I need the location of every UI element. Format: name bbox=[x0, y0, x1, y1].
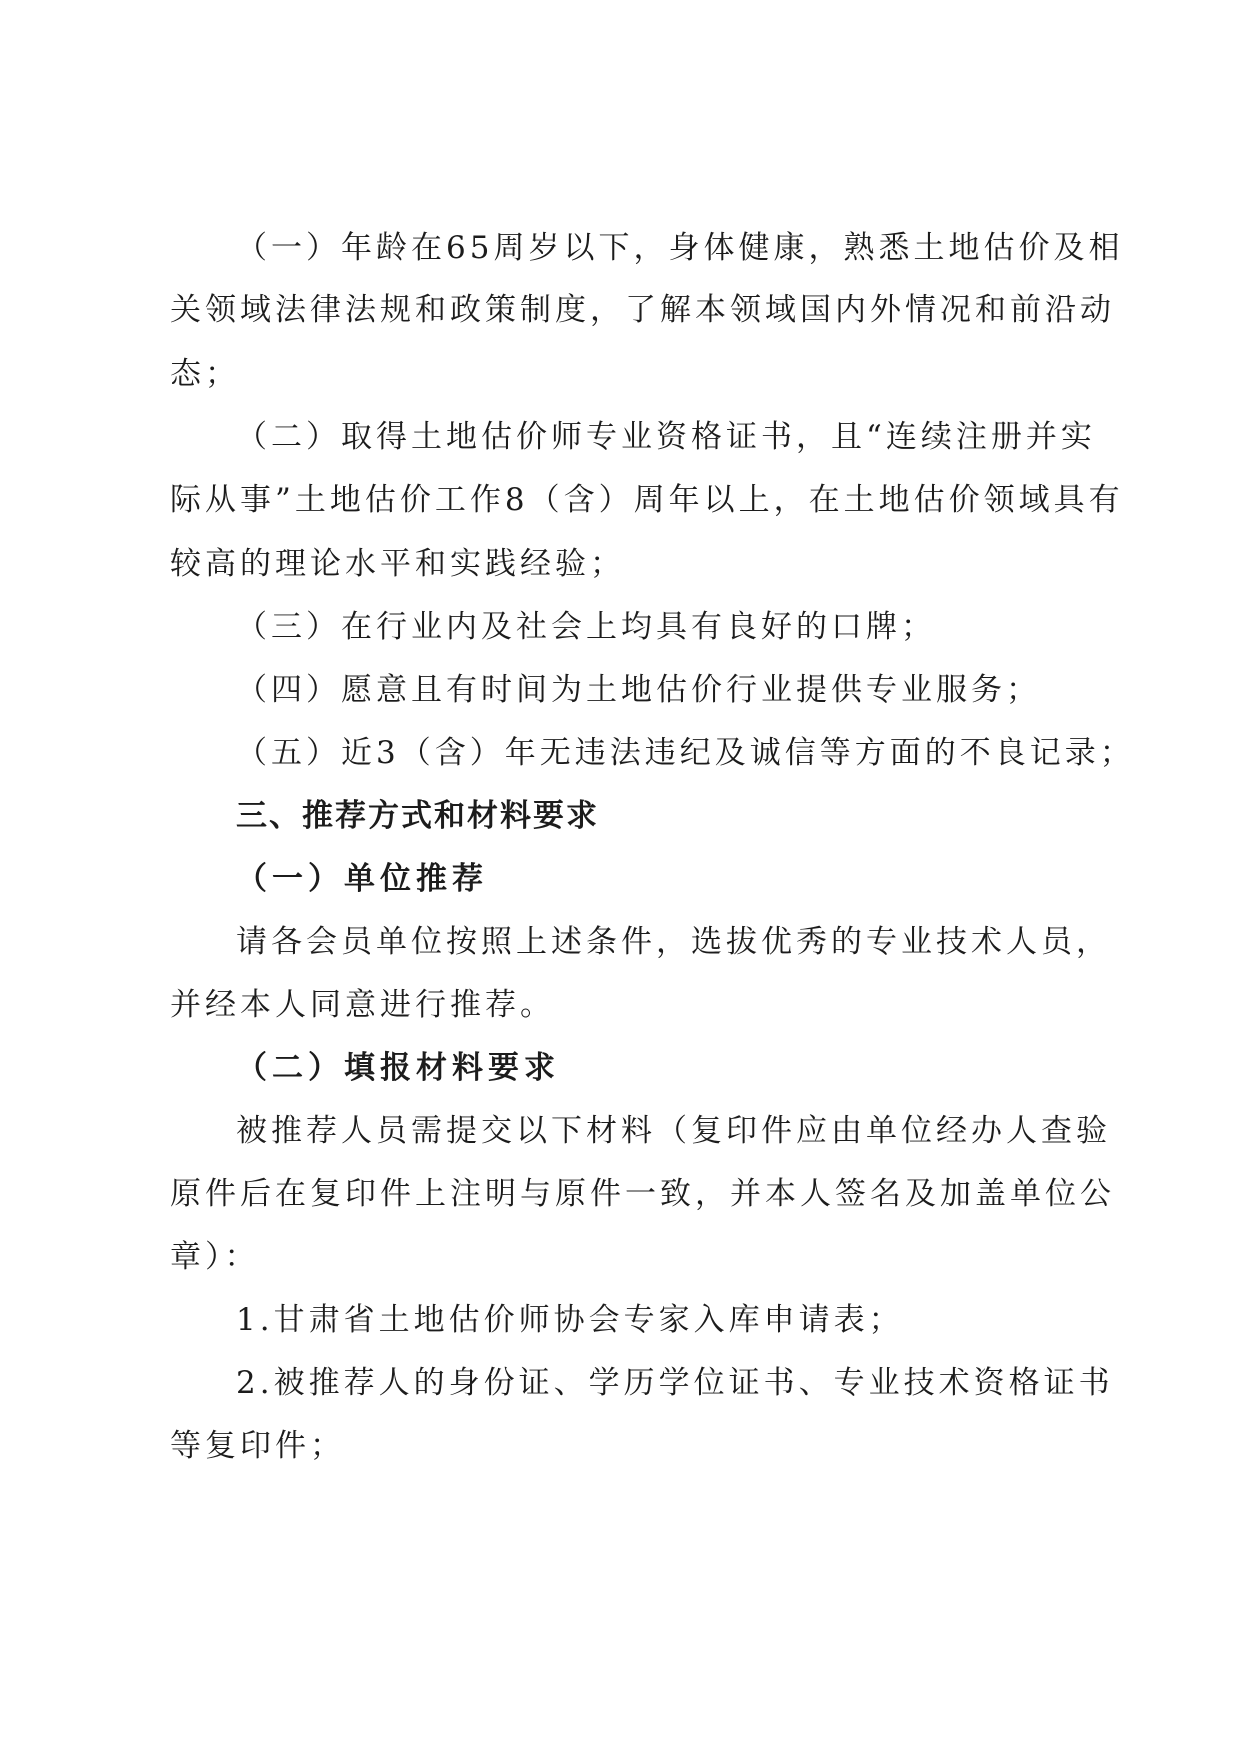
subsection-2-heading: （二）填报材料要求 bbox=[236, 1050, 560, 1086]
subsection-1-text-line-2: 并经本人同意进行推荐。 bbox=[170, 987, 555, 1023]
subsection-1-heading: （一）单位推荐 bbox=[236, 861, 488, 897]
criteria-5-line: （五）近3（含）年无违法违纪及诚信等方面的不良记录； bbox=[236, 735, 1135, 771]
criteria-2-line-2: 际从事”土地估价工作8（含）周年以上，在土地估价领域具有 bbox=[170, 482, 1124, 518]
subsection-2-text-line-3: 章）： bbox=[170, 1239, 260, 1275]
subsection-1-text-line-1: 请各会员单位按照上述条件，选拔优秀的专业技术人员， bbox=[236, 924, 1111, 960]
subsection-2-text-line-2: 原件后在复印件上注明与原件一致，并本人签名及加盖单位公 bbox=[170, 1176, 1115, 1212]
criteria-1-line-1: （一）年龄在65周岁以下，身体健康，熟悉土地估价及相 bbox=[236, 230, 1124, 266]
criteria-3-line: （三）在行业内及社会上均具有良好的口牌； bbox=[236, 609, 936, 645]
criteria-2-line-1: （二）取得土地估价师专业资格证书，且“连续注册并实 bbox=[236, 419, 1096, 455]
material-item-2-line-2: 等复印件； bbox=[170, 1428, 345, 1464]
criteria-2-line-3: 较高的理论水平和实践经验； bbox=[170, 546, 625, 582]
criteria-1-line-2: 关领域法律法规和政策制度，了解本领域国内外情况和前沿动 bbox=[170, 292, 1115, 328]
criteria-1-line-3: 态； bbox=[170, 356, 240, 392]
section-3-heading: 三、推荐方式和材料要求 bbox=[236, 798, 599, 834]
material-item-1: 1.甘肃省土地估价师协会专家入库申请表； bbox=[236, 1302, 904, 1338]
criteria-4-line: （四）愿意且有时间为土地估价行业提供专业服务； bbox=[236, 672, 1041, 708]
subsection-2-text-line-1: 被推荐人员需提交以下材料（复印件应由单位经办人查验 bbox=[236, 1113, 1111, 1149]
material-item-2-line-1: 2.被推荐人的身份证、学历学位证书、专业技术资格证书 bbox=[236, 1365, 1114, 1401]
